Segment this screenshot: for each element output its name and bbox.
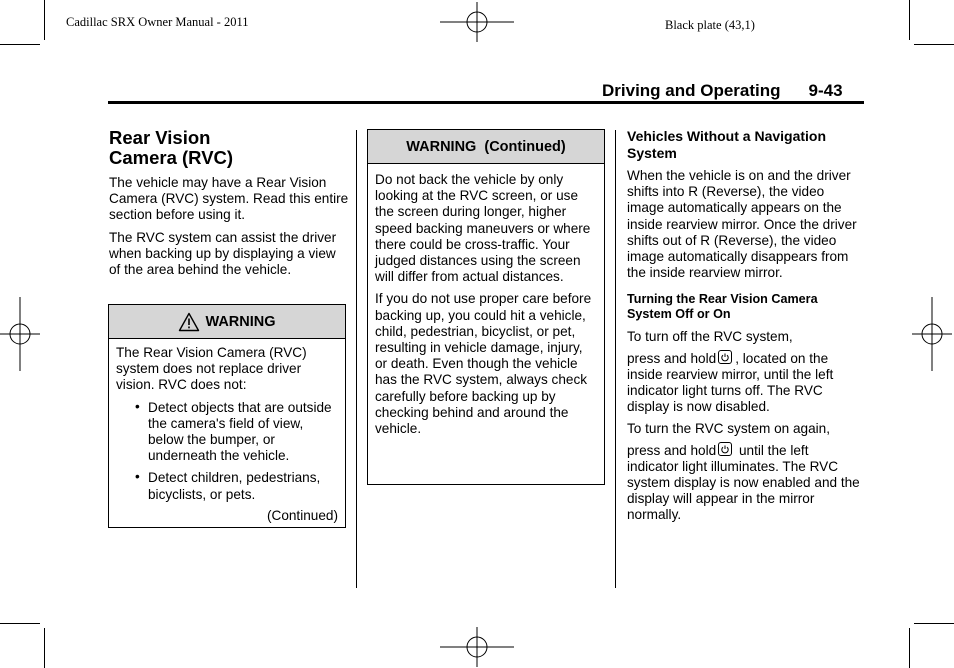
page-number: 9-43 (808, 81, 843, 100)
registration-mark-left-icon (0, 297, 40, 371)
registration-mark-top-icon (440, 2, 514, 42)
paragraph: To turn the RVC system on again, (627, 421, 831, 437)
registration-mark-bottom-icon (440, 627, 514, 667)
paragraph-text: press and hold (627, 350, 717, 366)
subheading-no-navigation: Vehicles Without a Navigation System (627, 128, 827, 161)
paragraph: When the vehicle is on and the driver shifts into R (Reverse), the video image automatically appears on the inside rearview mirror. Once the driver shifts out of R (Reverse), the video image automatically disappears from the inside rearview mirror. (627, 168, 857, 281)
crop-mark (909, 628, 910, 668)
crop-mark (44, 0, 45, 40)
page-title (109, 128, 349, 168)
plate-label-right: Black plate (43,1) (665, 18, 755, 32)
paragraph (627, 350, 861, 416)
warning-continued-label: WARNING (Continued) (406, 138, 566, 155)
page-title-line-2: Camera (RVC) (109, 147, 234, 168)
warning-paragraph: Do not back the vehicle by only looking at the RVC screen, or use the screen during longer, higher speed backing maneuvers or where there could be cross-traffic. Your judged distances using the screen will differ from actual distances. (375, 172, 591, 285)
paragraph: To turn off the RVC system, (627, 329, 793, 345)
crop-mark (0, 44, 40, 45)
warning-bullet-list (116, 400, 338, 503)
warning-body (109, 339, 345, 524)
paragraph (627, 442, 861, 524)
paragraph-text: , located on the inside rearview mirror, until the left indicator light turns off. The RVC display is now disabled. (627, 350, 834, 415)
plate-label-left: Cadillac SRX Owner Manual - 2011 (66, 15, 249, 29)
list-item: • Detect objects that are outside the camera's field of view, below the bumper, or underneath the vehicle. (148, 400, 338, 465)
subheading-turn-off-on: Turning the Rear Vision Camera System Off or On (627, 292, 818, 321)
warning-paragraph: If you do not use proper care before backing up, you could hit a vehicle, child, pedestrian, bicyclist, or pet, resulting in vehicle damage, injury, or death. Even though the vehicle has the RVC system, always check carefully before backing up by checking behind and around the vehicle. (375, 291, 592, 437)
list-item: • Detect children, pedestrians, bicyclists, or pets. (148, 470, 338, 502)
continued-label: (Continued) (266, 507, 338, 523)
column-divider (356, 130, 357, 588)
paragraph-text: press and hold (627, 442, 717, 458)
column-divider (615, 130, 616, 588)
section-header (602, 81, 843, 101)
crop-mark (909, 0, 910, 40)
power-button-icon (718, 350, 732, 364)
crop-mark (0, 623, 40, 624)
section-title: Driving and Operating (602, 81, 781, 100)
column-1 (109, 128, 349, 284)
paragraph-text: until the left indicator light illuminates. The RVC system display is now enabled and the display will appear in the mirror normally. (627, 442, 860, 523)
intro-paragraph: The vehicle may have a Rear Vision Camera (RVC) system. Read this entire section before using it. (109, 175, 349, 223)
warning-continued-header (368, 130, 604, 164)
warning-intro: The Rear Vision Camera (RVC) system does not replace driver vision. RVC does not: (116, 345, 307, 393)
page-title-line-1: Rear Vision (109, 127, 211, 148)
warning-label: WARNING (205, 313, 276, 330)
registration-mark-right-icon (912, 297, 952, 371)
crop-mark (44, 628, 45, 668)
warning-continued-box (367, 129, 605, 485)
assist-paragraph: The RVC system can assist the driver when backing up by displaying a view of the area behind the vehicle. (109, 229, 337, 278)
column-3 (627, 128, 861, 530)
warning-header (109, 305, 345, 339)
crop-mark (914, 44, 954, 45)
warning-triangle-icon (178, 312, 200, 332)
warning-box (108, 304, 346, 528)
warning-continued-body (368, 164, 604, 437)
crop-mark (914, 623, 954, 624)
power-button-icon (718, 442, 732, 456)
header-rule (108, 101, 864, 104)
